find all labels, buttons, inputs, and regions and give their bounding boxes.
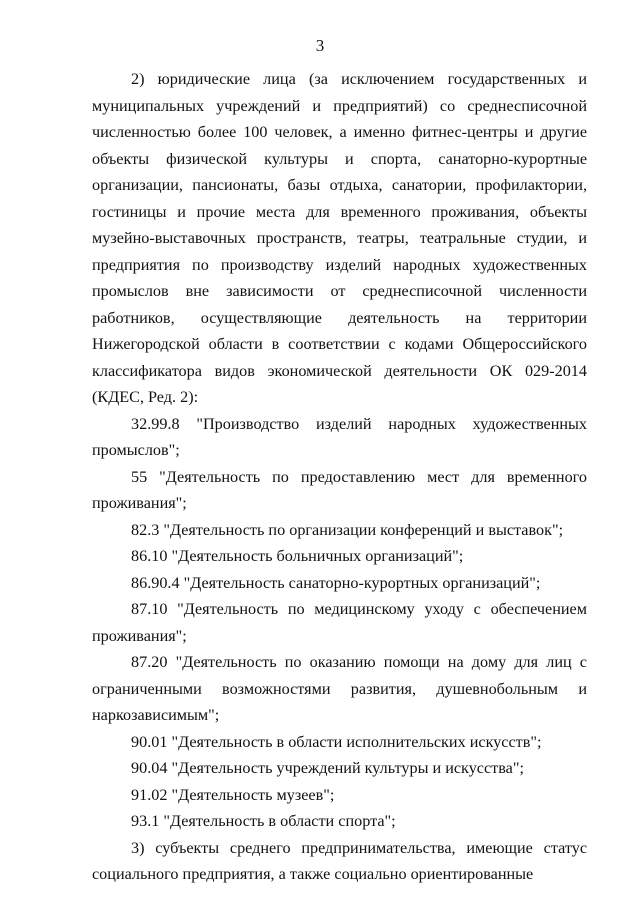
paragraph-okved-87-20: 87.20 "Деятельность по оказанию помощи на дому для лиц с ограниченными возможностями развития, душевнобольным и наркозависимым";	[92, 653, 587, 724]
paragraph-okved-55: 55 "Деятельность по предоставлению мест для временного проживания";	[92, 467, 587, 512]
paragraph-okved-32-99-8: 32.99.8 "Производство изделий народных художественных промыслов";	[92, 414, 587, 459]
paragraph-okved-90-04: 90.04 "Деятельность учреждений культуры и искусства";	[131, 759, 524, 777]
page-number: 3	[315, 36, 325, 55]
paragraph-medium-enterprises: 3) субъекты среднего предпринимательства, имеющие статус социального предприятия, а также социально ориентированные	[92, 838, 587, 883]
paragraph-okved-93-1: 93.1 "Деятельность в области спорта";	[131, 812, 396, 830]
paragraph-okved-82-3: 82.3 "Деятельность по организации конференций и выставок";	[131, 520, 564, 539]
paragraph-okved-87-10: 87.10 "Деятельность по медицинскому уходу с обеспечением проживания";	[92, 600, 587, 645]
paragraph-okved-86-10: 86.10 "Деятельность больничных организаций";	[131, 547, 464, 565]
paragraph-okved-86-90-4: 86.90.4 "Деятельность санаторно-курортных организаций";	[131, 573, 541, 592]
document-body	[92, 66, 587, 888]
paragraph-okved-90-01: 90.01 "Деятельность в области исполнительских искусств";	[131, 732, 542, 751]
paragraph-okved-91-02: 91.02 "Деятельность музеев";	[131, 785, 335, 804]
paragraph-legal-entities: 2) юридические лица (за исключением государственных и муниципальных учреждений и предприятий) со среднесписочной численностью более 100 человек, а именно фитнес-центры и другие объекты физической культуры и спорта, санаторно-курортные организации, пансионаты, базы отдыха, санатории, профилактории, гостиницы и прочие места для временного проживания, объекты музейно-выставочных пространств, театры, театральные студии, и предприятия по производству изделий народных художественных промыслов вне зависимости от среднесписочной численности работников, осуществляющие деятельность на территории Нижегородской области в соответствии с кодами Общероссийского классификатора видов экономической деятельности ОК 029-2014 (КДЕС, Ред. 2):	[92, 70, 587, 406]
